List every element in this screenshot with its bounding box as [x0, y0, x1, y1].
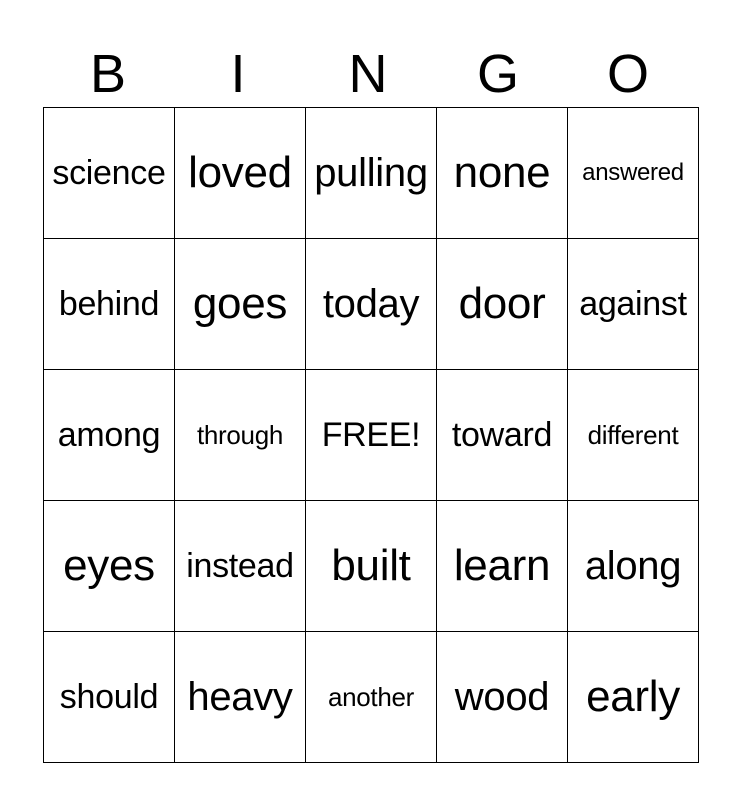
board-cell: learn — [437, 501, 568, 632]
board-row-4 — [44, 501, 699, 632]
header-letter-i: I — [230, 44, 246, 104]
board-cell: heavy — [175, 632, 306, 763]
board-cell: door — [437, 239, 568, 370]
board-cell: another — [306, 632, 437, 763]
board-cell: none — [437, 108, 568, 239]
header-letter-b: B — [89, 44, 127, 104]
board-row-5 — [44, 632, 699, 763]
free-space-cell: FREE! — [306, 370, 437, 501]
header-letter-g: G — [476, 44, 519, 104]
board-cell: answered — [568, 108, 699, 239]
board-cell: goes — [175, 239, 306, 370]
board-cell: instead — [175, 501, 306, 632]
board-cell: should — [44, 632, 175, 763]
board-cell: built — [306, 501, 437, 632]
board-cell: early — [568, 632, 699, 763]
header-letter-o: O — [606, 44, 649, 104]
board-row-2 — [44, 239, 699, 370]
board-cell: eyes — [44, 501, 175, 632]
bingo-board — [43, 107, 699, 763]
board-cell: different — [568, 370, 699, 501]
board-cell: among — [44, 370, 175, 501]
board-cell: behind — [44, 239, 175, 370]
board-cell: along — [568, 501, 699, 632]
board-cell: wood — [437, 632, 568, 763]
board-cell: through — [175, 370, 306, 501]
header-letter-n: N — [348, 44, 388, 104]
board-cell: today — [306, 239, 437, 370]
board-cell: loved — [175, 108, 306, 239]
board-row-3 — [44, 370, 699, 501]
board-cell: science — [44, 108, 175, 239]
board-cell: pulling — [306, 108, 437, 239]
board-cell: against — [568, 239, 699, 370]
board-cell: toward — [437, 370, 568, 501]
bingo-header — [43, 40, 693, 108]
board-row-1 — [44, 108, 699, 239]
